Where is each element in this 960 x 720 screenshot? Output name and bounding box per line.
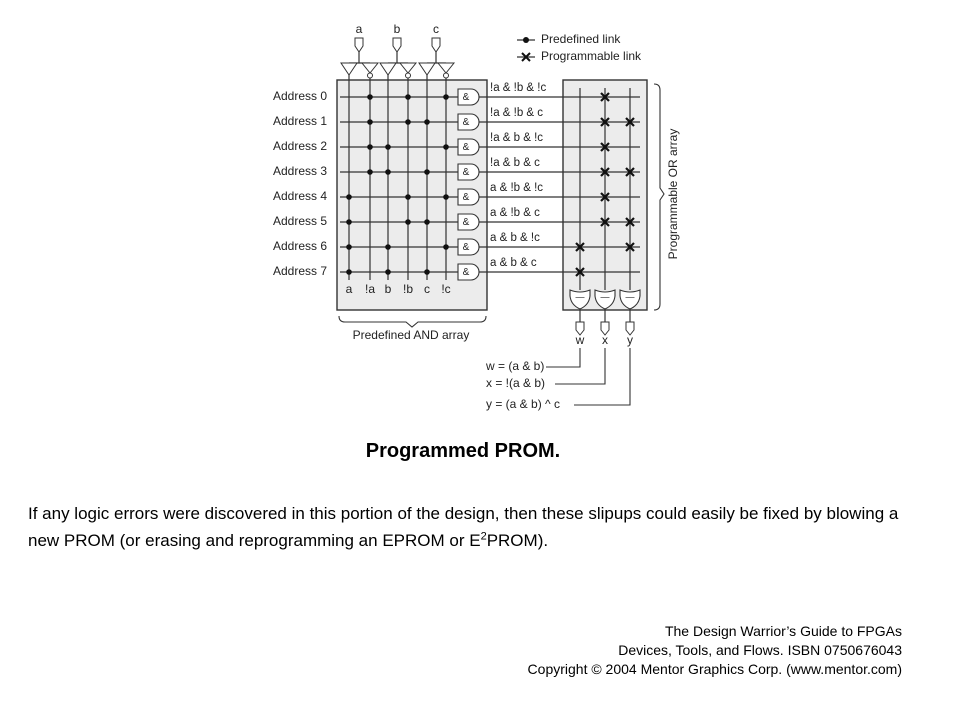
legend-programmable-label: Programmable link bbox=[541, 49, 642, 64]
and-link-dot bbox=[443, 144, 449, 150]
inverter-b bbox=[400, 63, 416, 73]
product-term-1: !a & !b & c bbox=[490, 107, 544, 120]
product-term-6: a & b & !c bbox=[490, 232, 540, 245]
or-gate-symbol-x: — bbox=[600, 291, 610, 302]
and-link-dot bbox=[424, 169, 430, 175]
credit-block bbox=[528, 622, 902, 679]
product-term-4: a & !b & !c bbox=[490, 182, 544, 195]
address-label-7: Address 7 bbox=[273, 264, 328, 279]
and-gate-symbol-6: & bbox=[462, 242, 470, 254]
output-label-x: x bbox=[602, 333, 608, 348]
body-paragraph bbox=[28, 500, 928, 554]
equation-leader-y bbox=[574, 348, 630, 405]
and-gate-symbol-0: & bbox=[462, 92, 470, 104]
address-label-5: Address 5 bbox=[273, 214, 328, 229]
and-link-dot bbox=[385, 244, 391, 250]
and-array-label: Predefined AND array bbox=[352, 328, 470, 343]
and-link-dot bbox=[405, 194, 411, 200]
inverter-c bbox=[438, 63, 454, 73]
and-gate-symbol-7: & bbox=[462, 267, 470, 279]
address-label-3: Address 3 bbox=[273, 164, 328, 179]
or-gate-symbol-y: — bbox=[625, 291, 635, 302]
address-label-1: Address 1 bbox=[273, 114, 328, 129]
and-link-dot bbox=[385, 144, 391, 150]
address-label-4: Address 4 bbox=[273, 189, 328, 204]
and-link-dot bbox=[346, 219, 352, 225]
column-label-0: a bbox=[345, 282, 353, 297]
buffer-a bbox=[341, 63, 357, 75]
column-label-1: !a bbox=[364, 282, 376, 297]
input-label-b: b bbox=[393, 22, 401, 37]
equation-y: y = (a & b) ^ c bbox=[486, 397, 560, 412]
and-link-dot bbox=[367, 169, 373, 175]
input-label-c: c bbox=[433, 22, 439, 37]
and-link-dot bbox=[346, 244, 352, 250]
and-link-dot bbox=[385, 169, 391, 175]
and-link-dot bbox=[367, 119, 373, 125]
address-label-2: Address 2 bbox=[273, 139, 328, 154]
and-link-dot bbox=[405, 219, 411, 225]
and-link-dot bbox=[443, 244, 449, 250]
and-gate-symbol-5: & bbox=[462, 217, 470, 229]
inverter-bubble-c bbox=[444, 73, 449, 78]
and-link-dot bbox=[346, 269, 352, 275]
credit-line-1: The Design Warrior’s Guide to FPGAs bbox=[664, 623, 902, 639]
buffer-b bbox=[380, 63, 396, 75]
inverter-bubble-b bbox=[406, 73, 411, 78]
body-text-end: PROM). bbox=[486, 531, 549, 550]
input-pin-b bbox=[393, 38, 401, 52]
and-link-dot bbox=[424, 219, 430, 225]
column-label-2: b bbox=[384, 282, 392, 297]
and-link-dot bbox=[367, 94, 373, 100]
and-gate-symbol-3: & bbox=[462, 167, 470, 179]
column-label-5: !c bbox=[441, 282, 451, 297]
product-term-0: !a & !b & !c bbox=[490, 82, 547, 95]
and-link-dot bbox=[367, 144, 373, 150]
and-link-dot bbox=[443, 194, 449, 200]
and-gate-symbol-4: & bbox=[462, 192, 470, 204]
buffer-c bbox=[419, 63, 435, 75]
and-array-brace bbox=[339, 316, 486, 327]
or-gate-symbol-w: — bbox=[575, 291, 585, 302]
or-array-label: Programmable OR array bbox=[666, 128, 681, 260]
inverter-bubble-a bbox=[368, 73, 373, 78]
credit-line-2: Devices, Tools, and Flows. ISBN 0750676043 bbox=[618, 642, 902, 658]
and-link-dot bbox=[405, 94, 411, 100]
product-term-5: a & !b & c bbox=[490, 207, 540, 220]
product-term-2: !a & b & !c bbox=[490, 132, 544, 145]
equation-w: w = (a & b) bbox=[486, 359, 545, 374]
and-link-dot bbox=[346, 194, 352, 200]
column-label-4: c bbox=[424, 282, 430, 297]
address-label-6: Address 6 bbox=[273, 239, 328, 254]
body-text-superscript: 2 bbox=[480, 530, 487, 543]
or-array-brace bbox=[654, 84, 664, 310]
legend-predefined-dot bbox=[523, 37, 529, 43]
output-label-w: w bbox=[575, 333, 585, 348]
credit-line-3: Copyright © 2004 Mentor Graphics Corp. (www.mentor.com) bbox=[527, 661, 902, 677]
output-label-y: y bbox=[627, 333, 633, 348]
column-label-3: !b bbox=[402, 282, 414, 297]
input-pin-a bbox=[355, 38, 363, 52]
input-label-a: a bbox=[355, 22, 363, 37]
and-link-dot bbox=[405, 119, 411, 125]
address-label-0: Address 0 bbox=[273, 89, 328, 104]
inverter-a bbox=[362, 63, 378, 73]
input-pin-c bbox=[432, 38, 440, 52]
product-term-7: a & b & c bbox=[490, 257, 537, 270]
and-link-dot bbox=[385, 269, 391, 275]
and-gate-symbol-1: & bbox=[462, 117, 470, 129]
and-link-dot bbox=[424, 269, 430, 275]
equation-x: x = !(a & b) bbox=[486, 376, 546, 391]
equation-leader-w bbox=[546, 348, 580, 367]
figure-caption: Programmed PROM. bbox=[365, 440, 561, 462]
body-text-main: If any logic errors were discovered in this portion of the design, then these slipups could easily be fixed by blowing a new PROM (or erasing and reprogramming an EPROM or E bbox=[28, 504, 899, 550]
and-link-dot bbox=[424, 119, 430, 125]
and-link-dot bbox=[443, 94, 449, 100]
legend-predefined-label: Predefined link bbox=[541, 32, 621, 47]
product-term-3: !a & b & c bbox=[490, 157, 540, 170]
and-gate-symbol-2: & bbox=[462, 142, 470, 154]
